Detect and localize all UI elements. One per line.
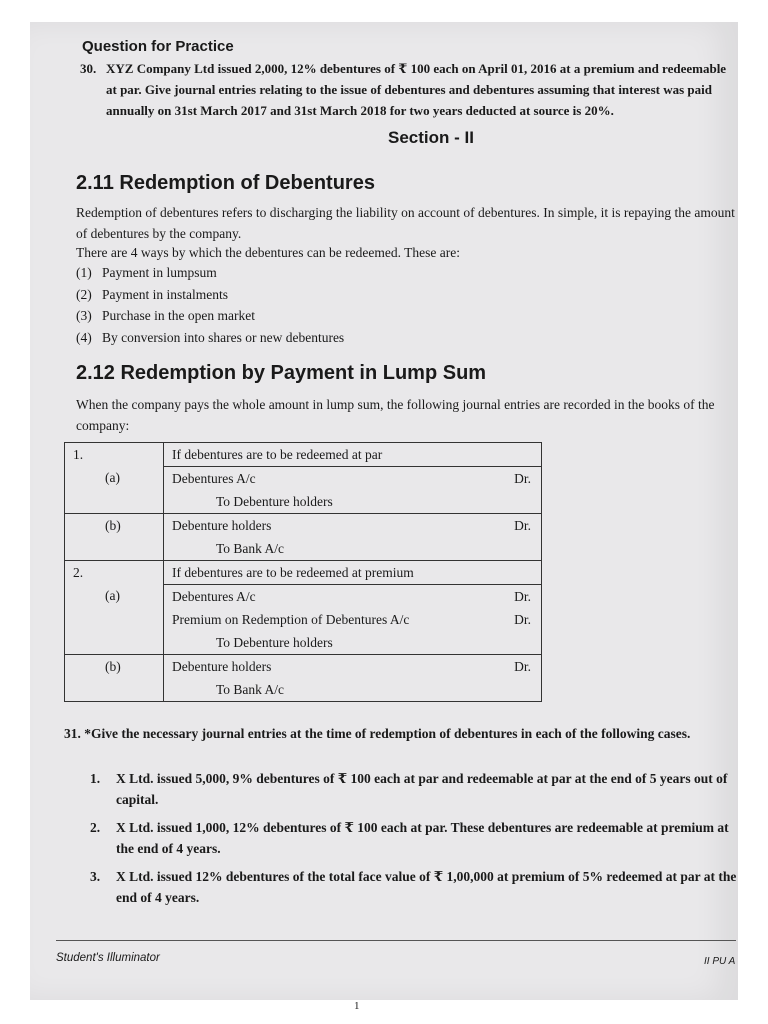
case-title: If debentures are to be redeemed at premium xyxy=(164,561,541,585)
footer-book-title: Student's Illuminator xyxy=(56,952,160,964)
para-redemption-definition: Redemption of debentures refers to discharging the liability on account of debentures. In simple, it is repaying the amount of debentures by the company. xyxy=(76,205,735,241)
ways-list xyxy=(76,262,344,348)
question-heading: Question for Practice xyxy=(82,38,234,55)
entry-label: (b) xyxy=(105,518,121,533)
question-number: 31. xyxy=(64,726,81,741)
list-item: (4) By conversion into shares or new debentures xyxy=(76,329,345,345)
case-title: If debentures are to be redeemed at par xyxy=(164,443,541,467)
section-label: Section - II xyxy=(388,128,474,147)
question-text: XYZ Company Ltd issued 2,000, 12% debentures of ₹ 100 each on April 01, 2016 at a premium and redeemable at par. Give journal entries relating to the issue of debentures and debentures assuming that interest was paid annually on 31st March 2017 and 31st March 2018 for two years deducted at source is 20%. xyxy=(106,61,727,118)
case-number: 2. xyxy=(73,565,84,580)
credit-account: To Bank A/c xyxy=(216,541,285,556)
dr-label: Dr. xyxy=(514,471,531,486)
page-number: 1 xyxy=(354,1000,360,1012)
list-item: (2) Payment in instalments xyxy=(76,286,228,302)
heading-2-12: 2.12 Redemption by Payment in Lump Sum xyxy=(76,362,487,384)
debit-account: Debenture holders xyxy=(172,659,272,674)
credit-account: To Debenture holders xyxy=(216,635,333,650)
debit-account: Debenture holders xyxy=(172,518,272,533)
credit-account: To Debenture holders xyxy=(216,494,333,509)
debit-account: Debentures A/c xyxy=(172,589,256,604)
list-item: (3) Purchase in the open market xyxy=(76,308,255,323)
footer-divider xyxy=(56,940,736,941)
credit-account: To Bank A/c xyxy=(216,682,285,697)
journal-entries-table xyxy=(64,442,542,702)
question-number: 30. xyxy=(80,61,97,76)
debit-account: Premium on Redemption of Debentures A/c xyxy=(172,612,410,627)
dr-label: Dr. xyxy=(514,589,531,604)
question-text: *Give the necessary journal entries at the time of redemption of debentures in each of the following cases. xyxy=(84,726,691,741)
case-number: 1. xyxy=(73,447,84,462)
dr-label: Dr. xyxy=(514,518,531,533)
entry-label: (a) xyxy=(105,470,120,485)
entry-label: (b) xyxy=(105,659,121,674)
debit-account: Debentures A/c xyxy=(172,471,256,486)
para-lump-sum: When the company pays the whole amount in lump sum, the following journal entries are recorded in the books of the company: xyxy=(76,397,715,433)
sub-question: 2. X Ltd. issued 1,000, 12% debentures of ₹ 100 each at par. These debentures are redeemable at premium at the end of 4 years. xyxy=(90,820,729,856)
para-four-ways: There are 4 ways by which the debentures can be redeemed. These are: xyxy=(76,245,460,260)
question-30 xyxy=(80,58,740,121)
entry-label: (a) xyxy=(105,588,120,603)
list-item: (1) Payment in lumpsum xyxy=(76,265,217,280)
dr-label: Dr. xyxy=(514,612,531,627)
sub-question: 3. X Ltd. issued 12% debentures of the total face value of ₹ 1,00,000 at premium of 5% redeemed at par at the end of 4 years. xyxy=(90,869,737,905)
sub-question: 1. X Ltd. issued 5,000, 9% debentures of ₹ 100 each at par and redeemable at par at the end of 5 years out of capital. xyxy=(90,771,728,807)
question-31 xyxy=(64,723,744,744)
textbook-page xyxy=(30,22,738,1000)
footer-class-label: II PU A xyxy=(704,956,736,967)
dr-label: Dr. xyxy=(514,659,531,674)
heading-2-11: 2.11 Redemption of Debentures xyxy=(76,172,375,194)
